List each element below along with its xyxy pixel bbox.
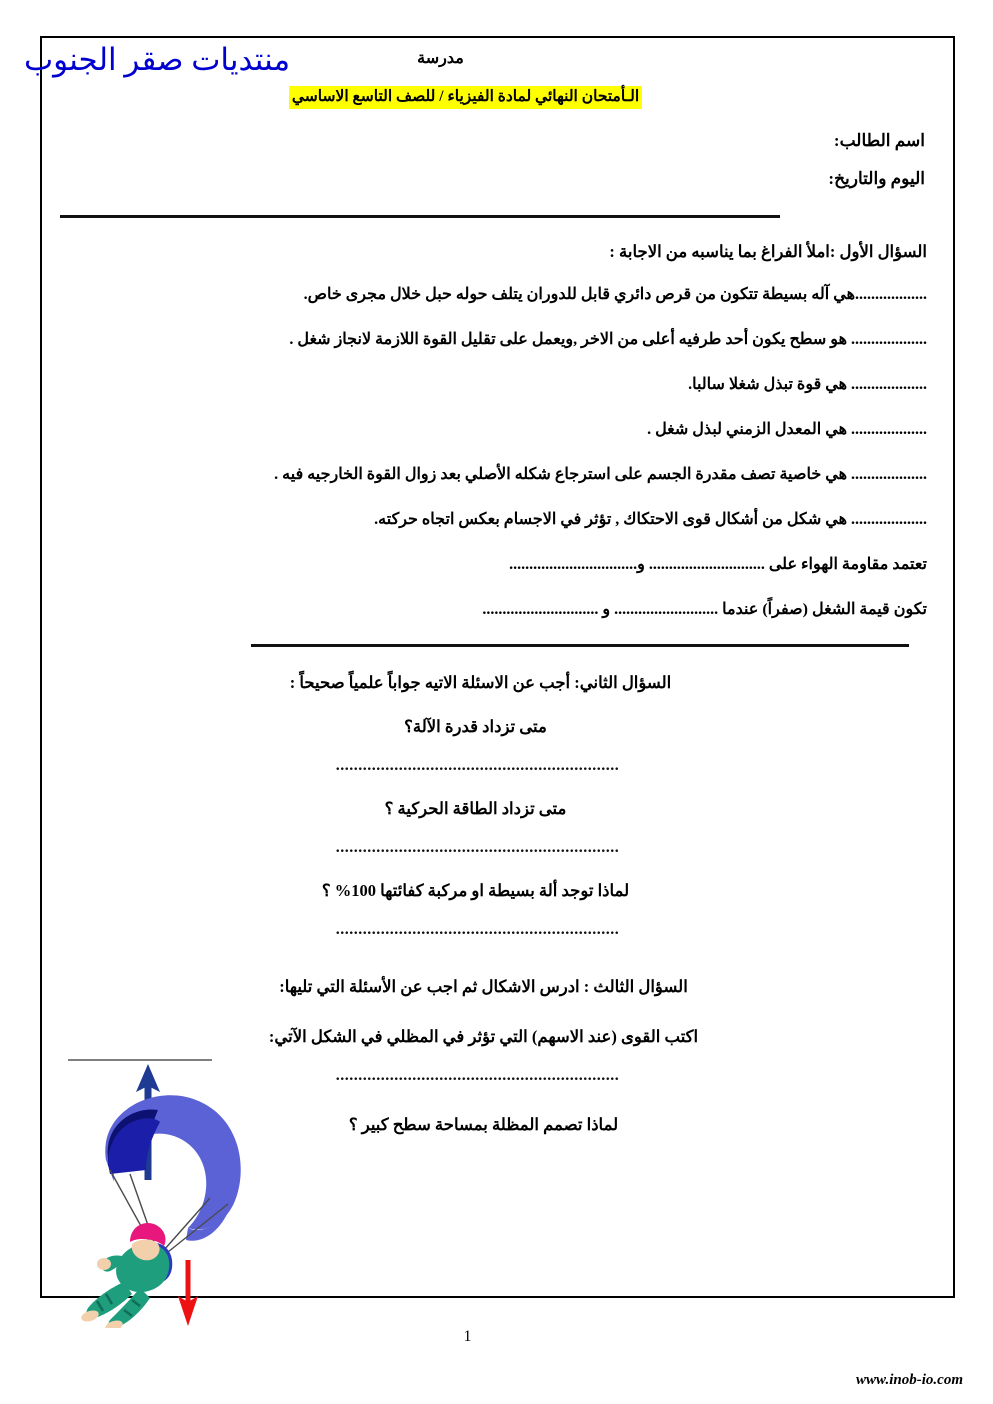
footer-url: www.inob-io.com bbox=[856, 1372, 963, 1388]
question1-item[interactable]: ................... هي المعدل الزمني لبذل شغل . bbox=[647, 420, 927, 438]
question1-item[interactable]: ................... هي شكل من أشكال قوى الاحتكاك , تؤثر في الاجسام بعكس اتجاه حركته. bbox=[374, 510, 927, 528]
question1-heading: السؤال الأول :املأ الفراغ بما يناسبه من الاجابة : bbox=[609, 241, 927, 261]
document-content bbox=[42, 38, 953, 1345]
forum-watermark: منتديات صقر الجنوب bbox=[24, 42, 291, 77]
page-number: 1 bbox=[463, 1328, 472, 1345]
question3-prompt: اكتب القوى (عند الاسهم) التي تؤثر في المظلي في الشكل الآتي: bbox=[268, 1026, 699, 1046]
parachutist-figure bbox=[60, 1048, 260, 1328]
question2-prompt: متى تزداد الطاقة الحركية ؟ bbox=[384, 798, 567, 818]
question3-prompt: لماذا تصمم المظلة بمساحة سطح كبير ؟ bbox=[348, 1114, 619, 1134]
question1-item[interactable]: ................... هي خاصية تصف مقدرة الجسم على استرجاع شكله الأصلي بعد زوال القوة الخارجيه فيه . bbox=[274, 465, 927, 483]
question1-item[interactable]: تعتمد مقاومة الهواء على ............................. و................................ bbox=[509, 555, 927, 573]
question1-item[interactable]: ................... هو سطح يكون أحد طرفيه أعلى من الاخر ,ويعمل على تقليل القوة اللازمة لانجاز شغل . bbox=[289, 330, 927, 348]
question1-item[interactable]: تكون قيمة الشغل (صفراً) عندما .......................... و ............................. bbox=[482, 600, 927, 618]
section-divider-1 bbox=[60, 215, 780, 218]
question2-answer-line[interactable]: ............................................................... bbox=[335, 756, 620, 774]
section-divider-2 bbox=[251, 644, 909, 647]
date-field-label[interactable]: اليوم والتاريخ: bbox=[828, 168, 925, 188]
question3-heading: السؤال الثالث : ادرس الاشكال ثم اجب عن الأسئلة التي تليها: bbox=[279, 976, 688, 996]
question1-item[interactable]: ................... هي قوة تبذل شغلا سالبا. bbox=[688, 375, 927, 393]
down-arrow-icon bbox=[178, 1260, 198, 1326]
school-label: مدرسة bbox=[417, 50, 464, 67]
hand bbox=[97, 1258, 111, 1270]
question2-heading: السؤال الثاني: أجب عن الاسئلة الاتيه جواباً علمياً صحيحاً : bbox=[289, 672, 672, 692]
student-name-field-label[interactable]: اسم الطالب: bbox=[833, 130, 925, 150]
exam-title: الـأمتحان النهائي لمادة الفيزياء / للصف التاسع الاساسي bbox=[289, 86, 642, 109]
question2-answer-line[interactable]: ............................................................... bbox=[335, 920, 620, 938]
question2-answer-line[interactable]: ............................................................... bbox=[335, 838, 620, 856]
exam-title-container bbox=[60, 86, 931, 109]
question2-prompt: لماذا توجد ألة بسيطة او مركبة كفائتها 100% ؟ bbox=[321, 880, 630, 900]
question1-item[interactable]: ..................هي آله بسيطة تتكون من قرص دائري قابل للدوران يتلف حوله حبل خلال مجرى خاص. bbox=[303, 285, 927, 303]
question2-prompt: متى تزداد قدرة الآلة؟ bbox=[404, 716, 547, 736]
question3-answer-line[interactable]: ............................................................... bbox=[335, 1066, 620, 1084]
